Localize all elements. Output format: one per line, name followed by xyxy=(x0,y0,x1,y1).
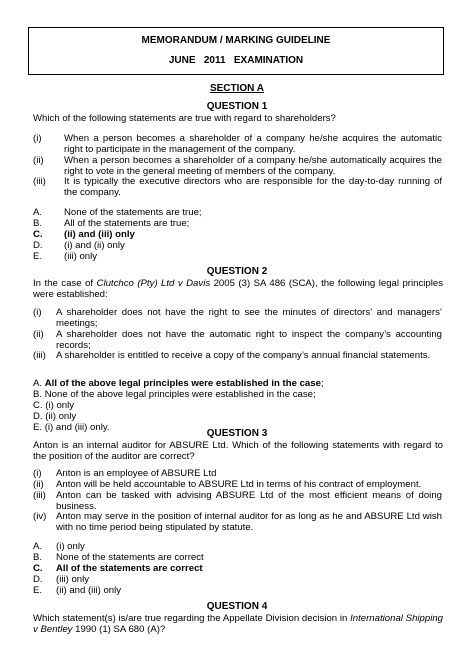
option-letter: A. xyxy=(33,207,43,218)
question-3-stem: Anton is an internal auditor for ABSURE Ltd. Which of the following statements with regard to the position of the auditor are correct? xyxy=(33,440,443,462)
q2-option-c[interactable]: C. (i) only xyxy=(33,400,75,411)
q3-item-number: (iii) xyxy=(33,490,46,501)
q3-option-a[interactable] xyxy=(33,541,42,552)
option-letter: D. xyxy=(33,574,43,585)
q3-option-b-text: None of the statements are correct xyxy=(56,552,204,563)
q3-option-c[interactable] xyxy=(33,563,43,574)
q1-item-text: It is typically the executive directors who are responsible for the day-to-day running of the company. xyxy=(64,176,442,198)
q3-item-text: Anton may serve in the position of internal auditor for as long as he and ABSURE Ltd wish with no time period being stipulated by statute. xyxy=(56,511,442,533)
q1-option-a-text: None of the statements are true; xyxy=(64,207,202,218)
q2-option-e[interactable]: E. (i) and (iii) only. xyxy=(33,422,110,433)
q2-item-number: (i) xyxy=(33,307,42,318)
option-letter: C. xyxy=(33,229,43,240)
q2-option-b[interactable]: B. None of the above legal principles were established in the case; xyxy=(33,389,316,400)
option-letter: B. xyxy=(33,552,43,563)
memo-title: MEMORANDUM / MARKING GUIDELINE xyxy=(141,35,331,46)
q3-item-number: (i) xyxy=(33,468,42,479)
q3-item-number: (ii) xyxy=(33,479,44,490)
section-heading: SECTION A xyxy=(209,83,265,94)
option-letter: E. xyxy=(33,251,43,262)
q3-option-c-text: All of the statements are correct xyxy=(56,563,203,574)
stem-text: In the case of xyxy=(33,278,97,289)
q2-option-a[interactable] xyxy=(33,378,324,389)
q3-option-e-text: (ii) and (iii) only xyxy=(56,585,122,596)
option-letter: A. xyxy=(33,541,43,552)
q1-option-d-text: (i) and (ii) only xyxy=(64,240,125,251)
q3-option-d[interactable] xyxy=(33,574,43,585)
q1-option-b-text: All of the statements are true; xyxy=(64,218,190,229)
q3-item-text: Anton is an employee of ABSURE Ltd xyxy=(56,468,217,479)
q2-option-d[interactable]: D. (ii) only xyxy=(33,411,77,422)
q2-item-number: (iii) xyxy=(33,350,46,361)
q1-item-number: (iii) xyxy=(33,176,46,187)
q1-item-number: (ii) xyxy=(33,155,44,166)
q1-option-a[interactable] xyxy=(33,207,42,218)
q1-option-c[interactable] xyxy=(33,229,43,240)
question-1-stem: Which of the following statements are true with regard to shareholders? xyxy=(33,113,336,124)
q1-option-d[interactable] xyxy=(33,240,43,251)
option-text: All of the above legal principles were established in the case xyxy=(44,378,321,389)
q3-option-d-text: (iii) only xyxy=(56,574,90,585)
exam-subtitle: JUNE 2011 EXAMINATION xyxy=(168,55,304,66)
q3-item-text: Anton will be held accountable to ABSURE Ltd in terms of his contract of employment. xyxy=(56,479,422,490)
header-box xyxy=(28,27,444,75)
option-letter: C. xyxy=(33,563,43,574)
option-letter: D. xyxy=(33,240,43,251)
option-letter: E. xyxy=(33,585,43,596)
option-letter: B. xyxy=(33,218,43,229)
case-name: Clutchco (Pty) Ltd v Davis xyxy=(96,278,211,289)
q2-item-number: (ii) xyxy=(33,329,44,340)
q1-option-c-text: (ii) and (iii) only xyxy=(64,229,135,240)
option-tail: ; xyxy=(320,378,324,389)
q1-option-e-text: (iii) only xyxy=(64,251,98,262)
q3-item-text: Anton can be tasked with advising ABSURE Ltd of the most efficient means of doing business. xyxy=(56,490,442,512)
q2-item-text: A shareholder is entitled to receive a copy of the company’s annual financial statements. xyxy=(56,350,431,361)
question-2-heading: QUESTION 2 xyxy=(206,266,268,277)
stem-text: 1990 (1) SA 680 (A)? xyxy=(72,624,166,635)
q2-item-text: A shareholder does not have the right to see the minutes of directors’ and managers’ meetings; xyxy=(56,307,442,329)
option-letter: A. xyxy=(33,378,43,389)
q1-item-number: (i) xyxy=(33,133,42,144)
stem-text: 2005 (3) SA 486 (SCA), the following legal principles were established: xyxy=(33,278,443,300)
q1-option-e[interactable] xyxy=(33,251,42,262)
q3-item-number: (iv) xyxy=(33,511,47,522)
case-name: International Shipping v Bentley xyxy=(33,613,444,635)
q3-option-a-text: (i) only xyxy=(56,541,85,552)
stem-text: Which statement(s) is/are true regarding the Appellate Division decision in xyxy=(33,613,351,624)
question-2-stem xyxy=(33,278,443,300)
q3-option-e[interactable] xyxy=(33,585,42,596)
q1-item-text: When a person becomes a shareholder of a company he/she automatically acquires the right to vote in the general meeting of members of the company. xyxy=(64,155,442,177)
q3-option-b[interactable] xyxy=(33,552,42,563)
question-4-heading: QUESTION 4 xyxy=(206,601,268,612)
question-1-heading: QUESTION 1 xyxy=(206,101,268,112)
q1-item-text: When a person becomes a shareholder of a company he/she acquires the automatic right to participate in the management of the company. xyxy=(64,133,442,155)
question-4-stem xyxy=(33,613,443,635)
q1-option-b[interactable] xyxy=(33,218,42,229)
q2-item-text: A shareholder does not have the automatic right to inspect the company’s accounting records; xyxy=(56,329,442,351)
question-3-heading: QUESTION 3 xyxy=(206,428,268,439)
